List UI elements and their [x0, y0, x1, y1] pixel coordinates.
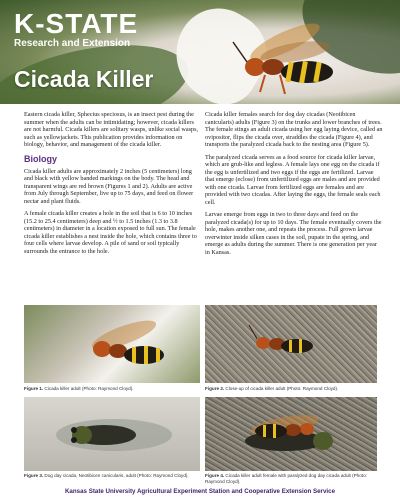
right-column: [205, 111, 383, 261]
figure-1-photo: [24, 305, 200, 383]
body-paragraph: Cicada killer females search for dog day cicadas (Neotibicen canicularis) adults (Figure 3) on the trunks and lower branches of trees. The female stings an adult cicada using her egg laying device, called an ovipositor, flips the cicada over, straddles the cicada (Figure 4), and transports the paralyzed cicada back to the nesting area (Figure 5).: [205, 111, 383, 148]
left-column: [24, 111, 202, 260]
caption-label: Figure 2.: [205, 386, 225, 391]
body-paragraph: Larvae emerge from eggs in two to three days and feed on the paralyzed cicada(s) for up to 10 days. The female eventually covers the hole, makes another one, and repeats the process. Full grown larvae overwinter inside silken cases in the soil, pupate in the spring, and emerge as adults during the summer. There is one generation per year in Kansas.: [205, 211, 382, 256]
caption-text: Cicada killer adult female with paralyzed dog day cicada adult (Photo: Raymond Cloyd).: [205, 473, 367, 484]
cicada-icon: [24, 397, 200, 471]
footer-text: Kansas State University Agricultural Experiment Station and Cooperative Extension Service: [64, 488, 336, 495]
section-heading: Biology: [24, 153, 57, 164]
wasp-illustration: [225, 12, 355, 97]
body-paragraph: Cicada killer adults are approximately 2 inches (5 centimeters) long and black with yellow banded markings on the body. The head and transparent wings are red brown (Figures 1 and 2). Adults are active from July through September, live up to 75 days, and feed on flower nectar and plant fluids.: [24, 167, 194, 205]
figure-2-photo: [205, 305, 377, 383]
figure-1-caption: [24, 386, 199, 392]
caption-text: Cicada killer adult (Photo: Raymond Cloyd).: [43, 386, 134, 391]
figure-4-photo: [205, 397, 377, 471]
brand-name: K-STATE: [14, 8, 139, 39]
caption-label: Figure 1.: [24, 386, 44, 391]
figure-2-caption: [205, 386, 380, 392]
figure-3-caption: [24, 473, 199, 479]
caption-text: Close-up of cicada killer adult (Photo: Raymond Cloyd).: [224, 386, 339, 391]
caption-label: Figure 4.: [205, 473, 225, 478]
intro-paragraph: Eastern cicada killer, Sphecius speciosus, is an insect pest during the summer when the adults can be intimidating; however, cicada killers are not harmful. Cicada killers are solitary wasps, unlike social wasps, such as yellowjackets. This publication provides information on biology, behavior, and management of the cicada killer.: [24, 111, 199, 148]
wasp-icon: [205, 397, 377, 471]
wasp-icon: [205, 305, 377, 383]
figure-3-photo: [24, 397, 200, 471]
body-paragraph: A female cicada killer creates a hole in the soil that is 6 to 10 inches (15.2 to 25.4 centimeters) deep and ½ to 1.5 inches (1.3 to 3.8 centimeters) in diameter in a location exposed to full sun. The female cicada killer establishes a nest inside the hole, which contains three to four cells where larvae develop. A pile of sand or soil typically surrounds the entrance to the hole.: [24, 210, 197, 255]
brand-logo: [14, 10, 138, 50]
caption-text: Dog day cicada, Neotibicen canicularis, adult (Photo: Raymond Cloyd).: [43, 473, 189, 478]
figure-4-caption: [205, 473, 380, 484]
body-paragraph: The paralyzed cicada serves as a food source for cicada killer larvae, which are grub-like and legless. A female lays one egg on the cicada if the egg is unfertilized and two eggs if the eggs are fertilized. Larvae that emerge (eclose) from unfertilized eggs are males and are provided with one cicada. Larvae from fertilized eggs are females and are provided with two cicadas. After laying the eggs, the female seals each cell.: [205, 153, 381, 206]
wasp-icon: [24, 305, 200, 383]
caption-label: Figure 3.: [24, 473, 44, 478]
page-title: Cicada Killer: [14, 66, 154, 92]
brand-subtitle: Research and Extension: [14, 38, 131, 49]
